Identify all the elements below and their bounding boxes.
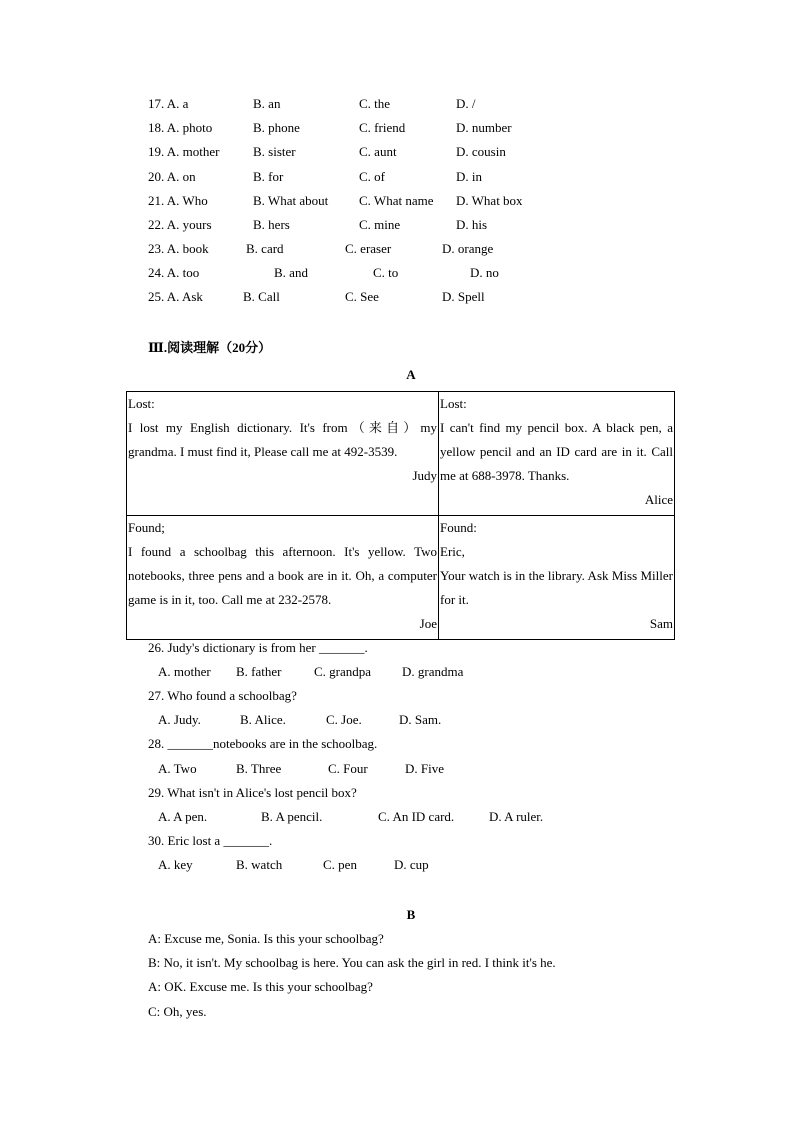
notice-tl-head: Lost:	[128, 396, 155, 411]
notice-tr-body: I can't find my pencil box. A black pen, a yellow pencil and an ID card are in it. Call me at 688-3978. Thanks.	[440, 420, 673, 483]
notice-bl-head: Found;	[128, 520, 165, 535]
mcq-17-d: D. /	[456, 96, 476, 111]
dialogue-line: A: Excuse me, Sonia. Is this your schoolbag?	[148, 931, 384, 946]
notice-br-head: Found:	[440, 520, 477, 535]
mcq-24-a: 24. A. too	[148, 265, 200, 280]
mcq-22-c: C. mine	[359, 217, 401, 232]
mcq-19-b: B. sister	[253, 144, 296, 159]
mcq-25-c: C. See	[345, 289, 379, 304]
mcq-20-b: B. for	[253, 169, 284, 184]
question-27: 27. Who found a schoolbag?	[148, 688, 297, 703]
q28-option-d: D. Five	[405, 761, 444, 776]
notice-table	[126, 391, 675, 640]
q26-option-a: A. mother	[158, 664, 211, 679]
mcq-23-d: D. orange	[442, 241, 494, 256]
notice-br-body: Your watch is in the library. Ask Miss Miller for it.	[440, 568, 673, 607]
q30-option-d: D. cup	[394, 857, 429, 872]
mcq-17-c: C. the	[359, 96, 391, 111]
notice-tl-body: I lost my English dictionary. It's from（来自）my grandma. I must find it, Please call me at 492-3539.	[128, 420, 437, 459]
mcq-22-b: B. hers	[253, 217, 290, 232]
mcq-24-c: C. to	[373, 265, 399, 280]
mcq-21-c: C. What name	[359, 193, 434, 208]
q26-option-c: C. grandpa	[314, 664, 372, 679]
question-28: 28. _______notebooks are in the schoolbag.	[148, 736, 378, 751]
mcq-20-c: C. of	[359, 169, 385, 184]
q28-option-a: A. Two	[158, 761, 197, 776]
mcq-24-b: B. and	[274, 265, 308, 280]
mcq-18-b: B. phone	[253, 120, 300, 135]
notice-br-signature: Sam	[649, 616, 673, 631]
mcq-25-a: 25. A. Ask	[148, 289, 203, 304]
q29-option-a: A. A pen.	[158, 809, 208, 824]
mcq-21-b: B. What about	[253, 193, 329, 208]
mcq-17-a: 17. A. a	[148, 96, 189, 111]
mcq-24-d: D. no	[470, 265, 499, 280]
q27-option-d: D. Sam.	[399, 712, 442, 727]
notice-cell-tl	[127, 392, 439, 516]
mcq-23-a: 23. A. book	[148, 241, 209, 256]
notice-tr-signature: Alice	[644, 492, 673, 507]
q28-option-c: C. Four	[328, 761, 368, 776]
notice-cell-br	[439, 516, 675, 640]
notice-cell-tr	[439, 392, 675, 516]
dialogue-line: B: No, it isn't. My schoolbag is here. You can ask the girl in red. I think it's he.	[148, 955, 556, 970]
q26-option-b: B. father	[236, 664, 282, 679]
mcq-25-d: D. Spell	[442, 289, 485, 304]
mcq-21-d: D. What box	[456, 193, 523, 208]
mcq-18-d: D. number	[456, 120, 512, 135]
notice-tl-signature: Judy	[412, 468, 437, 483]
question-26: 26. Judy's dictionary is from her _______.	[148, 640, 368, 655]
mcq-19-a: 19. A. mother	[148, 144, 220, 159]
mcq-23-b: B. card	[246, 241, 284, 256]
question-30: 30. Eric lost a _______.	[148, 833, 273, 848]
question-29: 29. What isn't in Alice's lost pencil box?	[148, 785, 357, 800]
dialogue-line: C: Oh, yes.	[148, 1004, 207, 1019]
mcq-18-c: C. friend	[359, 120, 406, 135]
q30-option-c: C. pen	[323, 857, 357, 872]
q28-option-b: B. Three	[236, 761, 282, 776]
notice-cell-bl	[127, 516, 439, 640]
mcq-25-b: B. Call	[243, 289, 280, 304]
mcq-22-a: 22. A. yours	[148, 217, 212, 232]
section-heading: Ⅲ.阅读理解（20分）	[148, 340, 272, 355]
mcq-22-d: D. his	[456, 217, 488, 232]
dialogue-line: A: OK. Excuse me. Is this your schoolbag?	[148, 979, 373, 994]
notice-bl-signature: Joe	[419, 616, 437, 631]
mcq-21-a: 21. A. Who	[148, 193, 208, 208]
q30-option-a: A. key	[158, 857, 193, 872]
part-a-heading: A	[406, 367, 416, 382]
q27-option-c: C. Joe.	[326, 712, 362, 727]
q29-option-d: D. A ruler.	[489, 809, 544, 824]
mcq-19-d: D. cousin	[456, 144, 506, 159]
notice-br-salutation: Eric,	[440, 544, 465, 559]
q26-option-d: D. grandma	[402, 664, 464, 679]
q30-option-b: B. watch	[236, 857, 283, 872]
q29-option-b: B. A pencil.	[261, 809, 323, 824]
mcq-20-d: D. in	[456, 169, 482, 184]
part-b-heading: B	[406, 907, 416, 922]
q27-option-b: B. Alice.	[240, 712, 286, 727]
notice-bl-body: I found a schoolbag this afternoon. It's yellow. Two notebooks, three pens and a book are in it. Oh, a computer game is in it, too. Call me at 232-2578.	[128, 544, 437, 607]
notice-tr-head: Lost:	[440, 396, 467, 411]
mcq-19-c: C. aunt	[359, 144, 397, 159]
mcq-20-a: 20. A. on	[148, 169, 196, 184]
q27-option-a: A. Judy.	[158, 712, 201, 727]
mcq-18-a: 18. A. photo	[148, 120, 213, 135]
mcq-17-b: B. an	[253, 96, 281, 111]
mcq-23-c: C. eraser	[345, 241, 392, 256]
q29-option-c: C. An ID card.	[378, 809, 455, 824]
